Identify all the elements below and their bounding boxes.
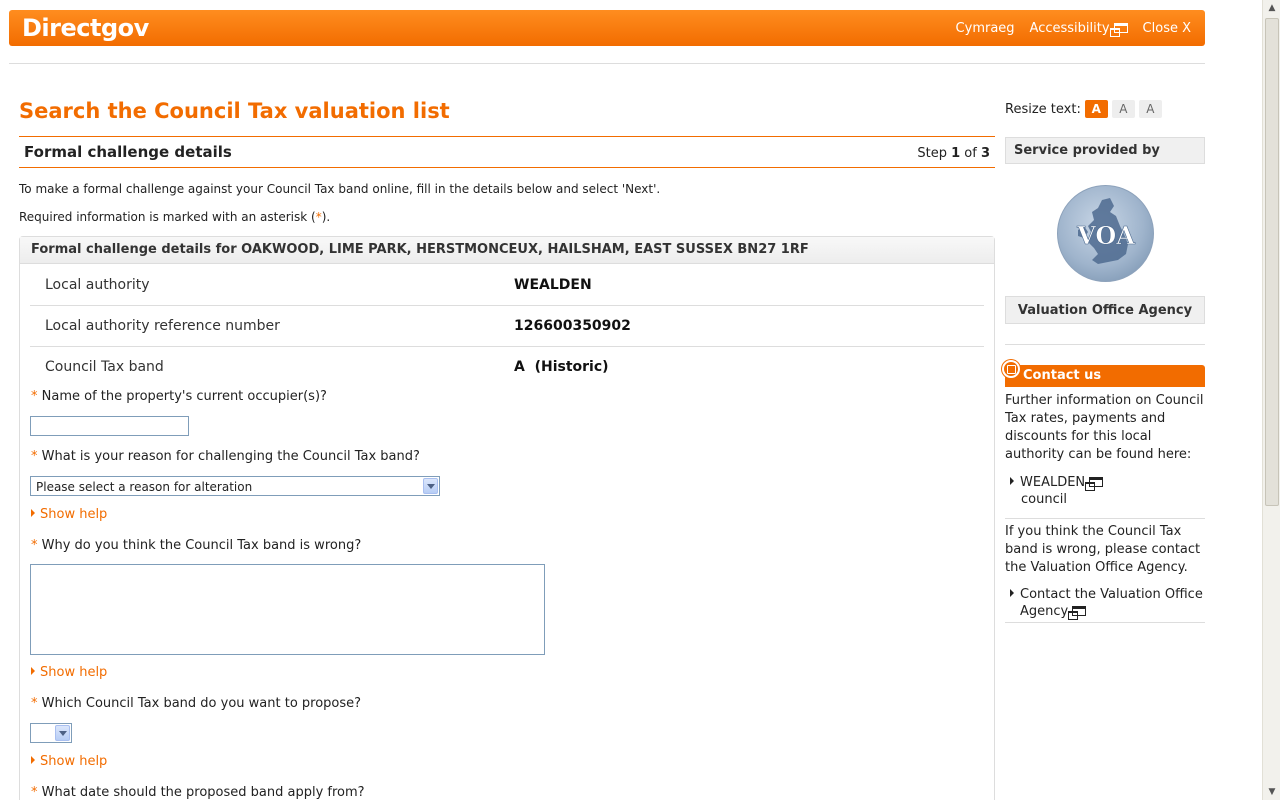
triangle-right-icon xyxy=(1010,589,1014,597)
detail-label: Local authority xyxy=(45,277,150,293)
question-propose xyxy=(31,696,361,711)
triangle-right-icon xyxy=(31,509,35,517)
chevron-down-icon xyxy=(55,725,70,741)
contact-heading-label: Contact us xyxy=(1023,368,1102,383)
details-header: Formal challenge details for OAKWOOD, LIME PARK, HERSTMONCEUX, HAILSHAM, EAST SUSSEX BN27 1RF xyxy=(20,237,994,264)
resize-large-button[interactable]: A xyxy=(1139,100,1162,118)
question-occupier xyxy=(31,389,327,404)
agency-name: Valuation Office Agency xyxy=(1005,296,1205,324)
new-window-icon xyxy=(1089,477,1103,487)
reason-select[interactable] xyxy=(30,476,440,496)
question-text: Why do you think the Council Tax band is wrong? xyxy=(41,538,362,553)
triangle-right-icon xyxy=(31,756,35,764)
question-text: Which Council Tax band do you want to propose? xyxy=(41,696,362,711)
show-help-label: Show help xyxy=(40,754,108,769)
detail-label: Council Tax band xyxy=(45,359,164,375)
link-label: WEALDEN xyxy=(1020,475,1086,490)
new-window-icon xyxy=(1114,23,1128,33)
wealden-council-link[interactable] xyxy=(1010,474,1103,508)
directgov-logo[interactable]: Directgov xyxy=(22,14,149,42)
scrollbar-thumb[interactable] xyxy=(1265,18,1279,506)
scroll-down-icon[interactable]: ▼ xyxy=(1268,787,1276,797)
resize-text-control xyxy=(1005,100,1162,118)
detail-value: 126600350902 xyxy=(514,318,631,334)
question-text: What is your reason for challenging the Council Tax band? xyxy=(41,449,420,464)
required-asterisk: * xyxy=(315,210,322,224)
intro-text: To make a formal challenge against your Council Tax band online, fill in the details below and select 'Next'. xyxy=(19,182,661,196)
question-why xyxy=(31,538,361,553)
link-label: Contact the Valuation Office xyxy=(1020,587,1203,602)
step-heading: Formal challenge details xyxy=(24,143,232,161)
chevron-down-icon xyxy=(423,478,438,494)
vertical-scrollbar[interactable] xyxy=(1262,0,1280,800)
required-asterisk: * xyxy=(31,538,38,553)
new-window-icon xyxy=(1072,606,1086,616)
required-asterisk: * xyxy=(31,449,38,464)
accessibility-link-label: Accessibility xyxy=(1029,21,1110,36)
show-help-link[interactable] xyxy=(31,507,107,522)
question-text: Name of the property's current occupier(s)? xyxy=(41,389,327,404)
show-help-link[interactable] xyxy=(31,665,107,680)
required-note xyxy=(19,210,330,224)
occupier-input[interactable] xyxy=(30,416,189,436)
svg-text:VOA: VOA xyxy=(1077,221,1135,250)
required-after: ). xyxy=(321,210,331,224)
step-total: 3 xyxy=(980,146,990,161)
sidebar-divider xyxy=(1005,518,1205,519)
close-link[interactable]: Close X xyxy=(1142,21,1191,36)
band-select[interactable] xyxy=(30,723,72,743)
step-prefix: Step xyxy=(917,146,947,161)
detail-row-local-authority xyxy=(30,265,984,306)
header-bar xyxy=(9,10,1205,46)
details-panel xyxy=(19,236,995,800)
detail-value: WEALDEN xyxy=(514,277,592,293)
contact-voa-link[interactable] xyxy=(1010,586,1203,620)
service-heading: Service provided by xyxy=(1005,137,1205,164)
sidebar-divider xyxy=(1005,344,1205,345)
question-date xyxy=(31,785,365,800)
triangle-right-icon xyxy=(31,667,35,675)
contact-heading xyxy=(1005,365,1205,387)
step-bar xyxy=(19,136,995,168)
show-help-link[interactable] xyxy=(31,754,107,769)
link-label: Agency xyxy=(1020,604,1069,619)
resize-label: Resize text: xyxy=(1005,101,1081,117)
reason-select-value: Please select a reason for alteration xyxy=(36,480,253,494)
detail-label: Local authority reference number xyxy=(45,318,280,334)
detail-row-band xyxy=(30,347,984,388)
why-textarea[interactable] xyxy=(30,564,545,655)
resize-medium-button[interactable]: A xyxy=(1112,100,1135,118)
contact-text-1: Further information on Council Tax rates, payments and discounts for this local authority can be found here: xyxy=(1005,393,1204,462)
required-asterisk: * xyxy=(31,785,38,800)
contact-text-2: If you think the Council Tax band is wrong, please contact the Valuation Office Agency. xyxy=(1005,524,1201,575)
required-before: Required information is marked with an asterisk ( xyxy=(19,210,316,224)
link-label: council xyxy=(1021,492,1067,507)
page-title: Search the Council Tax valuation list xyxy=(19,99,450,123)
voa-logo xyxy=(1057,185,1154,282)
question-reason xyxy=(31,449,420,464)
detail-row-reference xyxy=(30,306,984,347)
show-help-label: Show help xyxy=(40,665,108,680)
accessibility-link[interactable] xyxy=(1030,21,1128,36)
header-links xyxy=(956,21,1191,36)
uk-map-icon xyxy=(1058,186,1155,283)
header-divider xyxy=(9,63,1205,64)
step-of: of xyxy=(964,146,977,161)
step-indicator xyxy=(917,146,990,161)
cymraeg-link[interactable]: Cymraeg xyxy=(955,21,1015,36)
sidebar-divider xyxy=(1005,622,1205,623)
required-asterisk: * xyxy=(31,696,38,711)
show-help-label: Show help xyxy=(40,507,108,522)
scroll-up-icon[interactable]: ▲ xyxy=(1268,3,1276,13)
resize-small-button[interactable]: A xyxy=(1085,100,1108,118)
contact-icon xyxy=(1002,360,1020,378)
detail-value: A (Historic) xyxy=(514,359,609,375)
required-asterisk: * xyxy=(31,389,38,404)
question-text: What date should the proposed band apply from? xyxy=(41,785,365,800)
step-current: 1 xyxy=(951,146,961,161)
triangle-right-icon xyxy=(1010,477,1014,485)
